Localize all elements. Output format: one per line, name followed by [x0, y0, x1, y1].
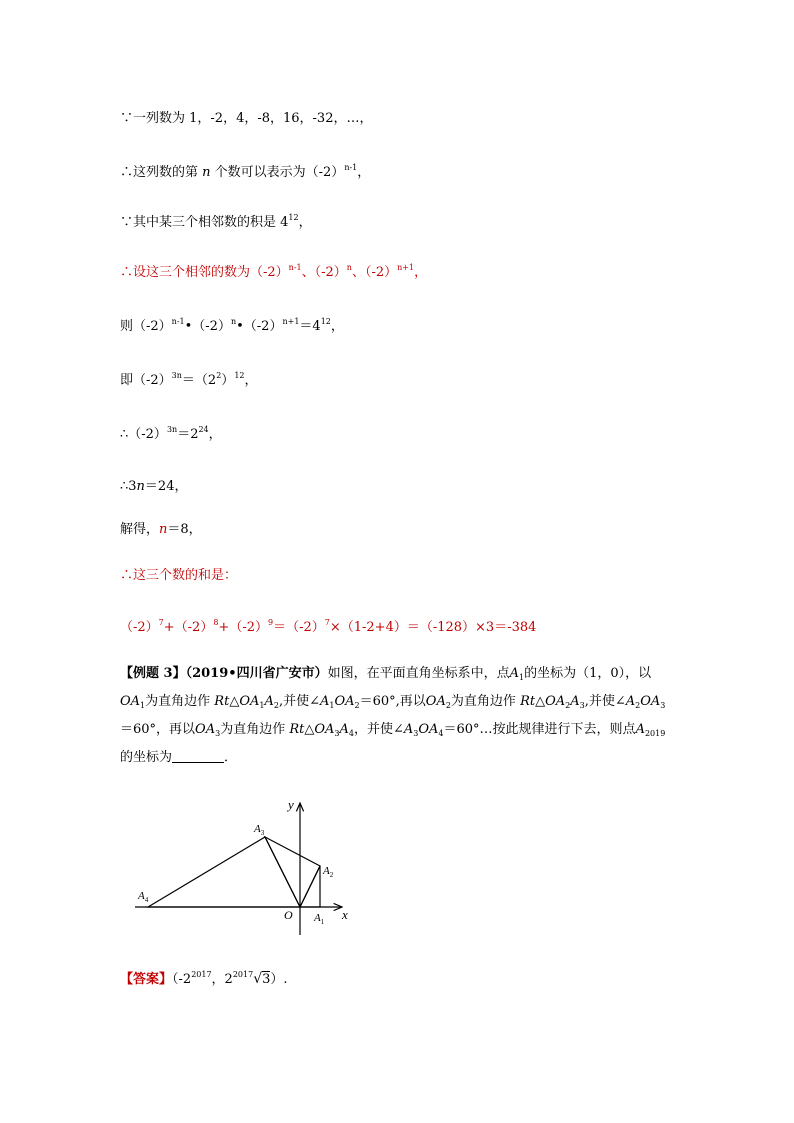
example-problem [120, 660, 680, 772]
text: △ [535, 694, 546, 709]
text: 为直角边作 [220, 722, 286, 737]
text: 如图，在平面直角坐标系中，点 [327, 666, 510, 681]
answer-tag: 【答案】 [120, 972, 173, 987]
text: ,并使∠ [584, 694, 626, 709]
var: OA [418, 722, 439, 737]
text: ∴设这三个相邻的数为（-2） [120, 265, 289, 280]
triangle-oa3a4 [148, 837, 300, 907]
text: ＝60°，再以 [120, 722, 196, 737]
var: A [339, 722, 349, 737]
var: OA [640, 694, 661, 709]
var: OA [239, 694, 260, 709]
exponent: 3n [166, 425, 178, 434]
text: ＝（-2） [273, 620, 325, 635]
a3-label: $A_3$ [254, 823, 265, 837]
var: Rt [214, 694, 230, 709]
exponent: 7 [324, 618, 330, 627]
sub: 3 [579, 701, 585, 710]
text: △ [229, 694, 240, 709]
text: ， [208, 427, 222, 442]
line-product [120, 214, 312, 232]
var: OA [425, 694, 446, 709]
text: +（-2） [218, 620, 268, 635]
coordinate-figure [130, 795, 360, 935]
text: ∴3 [120, 479, 137, 494]
text: ， [357, 165, 371, 180]
exponent: 2017 [191, 970, 212, 979]
sub: 2 [273, 701, 279, 710]
text: （-2） [120, 620, 159, 635]
x-label: x [342, 907, 348, 922]
sub: 2 [354, 701, 360, 710]
text: ×（1-2+4）＝（-128）×3＝-384 [329, 620, 537, 635]
a1-label: $A_1$ [314, 912, 325, 926]
var: Rt [520, 694, 536, 709]
text: ＝8， [167, 522, 202, 537]
text: ∵其中某三个相邻数的积是 4 [120, 215, 289, 230]
var: A [635, 722, 645, 737]
text: +（-2） [163, 620, 214, 635]
triangle-oa2a3 [265, 837, 320, 907]
y-label: y [288, 797, 294, 812]
text: •（-2） [184, 319, 231, 334]
text: ∵一列数为 1，-2，4，-8，16，-32，…， [120, 111, 373, 126]
text: ）. [270, 972, 288, 987]
exponent: 12 [320, 317, 331, 326]
text: 即（-2） [120, 373, 172, 388]
text: ∴（-2） [120, 427, 167, 442]
text: ＝2 [177, 427, 199, 442]
var: OA [334, 694, 355, 709]
line-equation [120, 318, 344, 336]
exponent: 24 [198, 425, 209, 434]
text: ,并使∠ [278, 694, 320, 709]
text: 解得， [120, 522, 160, 537]
sqrt-icon: √ [253, 971, 263, 987]
sub: 2 [635, 701, 641, 710]
sub: 4 [348, 729, 354, 738]
text: ， [414, 265, 428, 280]
text: ＝（2 [181, 373, 217, 388]
example-source: （2019•四川省广安市） [185, 666, 328, 681]
text: 为直角边作 [145, 694, 211, 709]
sub: 1 [518, 673, 525, 682]
line-assume [120, 264, 427, 282]
exponent: 3n [171, 371, 182, 380]
text: ， [330, 319, 344, 334]
line-solve [120, 521, 202, 539]
line-sequence [120, 110, 372, 128]
line-simplify [120, 372, 258, 390]
line-power [120, 426, 222, 444]
text: ∴这列数的第 [120, 165, 203, 180]
radicand: 3 [262, 972, 271, 987]
sub: 3 [660, 701, 666, 710]
sub: 4 [438, 729, 444, 738]
sub: 1 [329, 701, 335, 710]
sub: 3 [413, 729, 419, 738]
exponent: 12 [288, 213, 299, 222]
exponent: n [346, 263, 352, 272]
line-sum-heading [120, 567, 237, 585]
text: 的坐标为 [120, 750, 173, 765]
text: •（-2） [236, 319, 283, 334]
line-sum [120, 619, 536, 637]
text: △ [304, 722, 315, 737]
var: OA [120, 694, 141, 709]
line-general-term [120, 164, 370, 182]
exponent: 8 [213, 618, 219, 627]
exponent: 9 [267, 618, 274, 627]
var: A [319, 694, 330, 709]
text: 的坐标为（1，0），以 [524, 666, 652, 681]
var-n: n [159, 522, 168, 537]
exponent: n+1 [397, 263, 415, 272]
exponent: n [230, 317, 237, 326]
answer-line [120, 970, 288, 989]
var: OA [314, 722, 335, 737]
text: ，2 [211, 972, 233, 987]
var: Rt [289, 722, 305, 737]
sub: 2 [445, 701, 451, 710]
text: 、（-2） [301, 265, 347, 280]
text: ∴这三个数的和是： [120, 568, 238, 583]
var: OA [545, 694, 566, 709]
text: ） [221, 373, 235, 388]
var: A [264, 694, 274, 709]
a4-label: $A_4$ [138, 890, 149, 904]
var: A [509, 666, 519, 681]
sub: 1 [140, 701, 146, 710]
text: ． [224, 750, 238, 765]
exponent: n-1 [288, 263, 302, 272]
sub: 1 [259, 701, 265, 710]
sub: 3 [215, 729, 221, 738]
sub: 3 [334, 729, 340, 738]
exponent: n-1 [171, 317, 185, 326]
answer-blank [172, 750, 224, 763]
example-tag: 【例题 3】 [120, 666, 186, 681]
text: ＝24， [144, 479, 188, 494]
text: 为直角边作 [450, 694, 516, 709]
sub: 2019 [644, 729, 666, 738]
exponent: 2 [216, 371, 222, 380]
text: 则（-2） [120, 319, 172, 334]
text: ， [244, 373, 258, 388]
var: OA [195, 722, 216, 737]
text: ， [298, 215, 312, 230]
text: （-2 [172, 972, 192, 987]
a2-label: $A_2$ [323, 865, 334, 879]
exponent: n+1 [282, 317, 300, 326]
exponent: 7 [158, 618, 164, 627]
sub: 2 [565, 701, 571, 710]
var-n: n [136, 479, 145, 494]
text: ，并使∠ [353, 722, 404, 737]
text: 、（-2） [351, 265, 398, 280]
var: A [403, 722, 414, 737]
text: ＝4 [299, 319, 321, 334]
line-3n [120, 478, 187, 496]
exponent: 2017 [232, 970, 254, 979]
text: ＝60°…按此规律进行下去，则点 [443, 722, 636, 737]
var-n: n [202, 165, 211, 180]
exponent: 12 [234, 371, 245, 380]
var: A [570, 694, 580, 709]
exponent: n-1 [344, 163, 358, 172]
text: ＝60°,再以 [359, 694, 426, 709]
origin-label: O [284, 908, 293, 922]
text: 个数可以表示为（-2） [210, 165, 345, 180]
var: A [625, 694, 636, 709]
